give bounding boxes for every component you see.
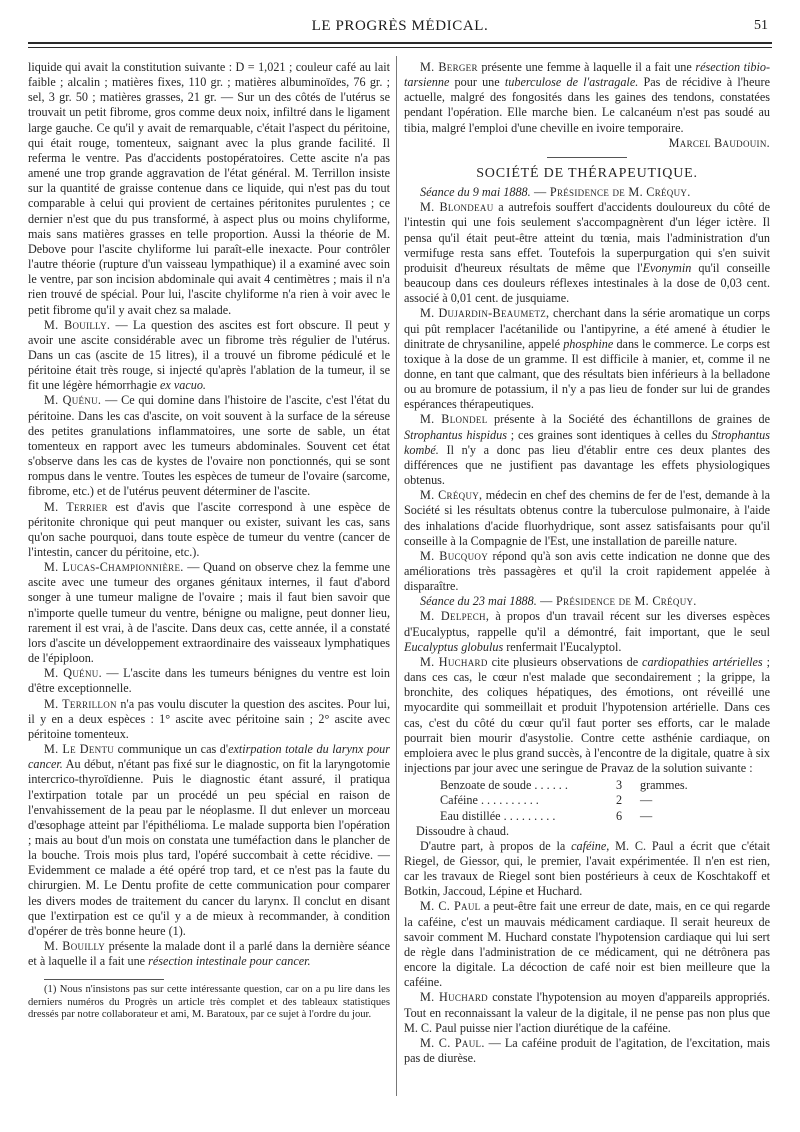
speaker-name: M. Terrier	[44, 499, 108, 514]
paragraph-blondeau: M. Blondeau a autrefois souffert d'accidents douloureux du côté de l'intestin qui une fois seulement s'accompagnèrent d'un léger ictère. Il pensa qu'il était peut-être atteint du tœnia, mais l'administration d'un vermifuge resta sans effet. Toutefois la superpurgation qui s'en suivit produisit d'heureux résultats de même que l'Evonymin qu'il conseille beaucoup dans ces douleurs réflexes intestinales à la dose de 0,03 cent. associé à 0,01 cent. de jusquiame.	[404, 200, 770, 306]
speaker-name: M. Le Dentu	[44, 742, 115, 757]
session-heading-2: Séance du 23 mai 1888. — Présidence de M. Créquy.	[420, 594, 697, 609]
speaker-name: M. C. Paul	[420, 899, 481, 914]
speaker-name: M. Bucquoy	[420, 548, 489, 563]
journal-title: LE PROGRÈS MÉDICAL.	[311, 18, 489, 34]
prescription-line: Benzoate de soude . . . . . . 3 grammes.	[440, 778, 688, 793]
speaker-name: M. Huchard	[420, 654, 488, 669]
prescription-note: Dissoudre à chaud.	[416, 823, 510, 838]
paragraph-terrier: M. Terrier est d'avis que l'ascite correspond à une espèce de péritonite chronique qui peut manquer ou exister, suivant les cas, sans qu'on sache pourquoi, dans toute espèce de tumeur du ventre (cancer de l'intestin, cancer du péritoine, etc.).	[28, 499, 391, 559]
paragraph-bucquoy: M. Bucquoy répond qu'à son avis cette indication ne donne que des améliorations très passagères et qu'il la croit rapidement appelée à disparaître.	[404, 548, 770, 594]
speaker-name: M. Quénu.	[44, 666, 102, 681]
speaker-name: M. Créquy,	[420, 488, 483, 503]
header-rule-thick	[28, 42, 772, 44]
author-signature: Marcel Baudouin.	[668, 135, 770, 150]
paragraph-quenu-2: M. Quénu. — L'ascite dans les tumeurs bénignes du ventre est loin d'être exceptionnelle.	[28, 666, 390, 696]
speaker-name: M. Dujardin-Beaumetz,	[420, 306, 550, 321]
paragraph-c-paul: M. C. Paul a peut-être fait une erreur de date, mais, en ce qui regarde la caféine, c'est un mauvais médicament cardiaque. Il serait heureux de savoir comment M. Huchard constate l'hypotension cardiaque qui lui sert de règle dans l'administration de ce médicament, qui ne détrônera pas encore la digitale. La décoction de café noir est bien meilleure que la caféine.	[404, 899, 770, 990]
speaker-name: M. Blondeau	[420, 200, 494, 215]
speaker-name: M. Huchard	[420, 990, 488, 1005]
speaker-name: M. Blondel	[420, 412, 488, 427]
paragraph-cafeine: D'autre part, à propos de la caféine, M. C. Paul a écrit que c'était Riegel, de Giessor, qui, le premier, l'avait expérimentée. Il n'en est rien, car les travaux de Riegel sont bien postérieurs à ceux de Koschtakoff et Botkin, Jaccoud, Lépine et Huchard.	[404, 838, 771, 899]
speaker-name: M. Quénu.	[44, 393, 102, 408]
prescription-line: Eau distillée . . . . . . . . . 6 —	[440, 808, 653, 823]
paragraph-terrillon-ascite: liquide qui avait la constitution suivante : D = 1,021 ; couleur café au lait faible ; alcalin ; matières fixes, 110 gr. ; matières albuminoïdes, 76 gr. ; sel, 3 gr. 50 ; matières grasses, 21 gr. — Sur un des côtés de l'utérus se trouvait un petit fibrome, gros comme deux noix, infiltré dans le ligament large gauche. Ce qu'il y avait de remarquable, c'était l'aspect du péritoine, qui était rouge, tomenteux, saignant avec la plus grande facilité. Il referma le ventre. Pas d'accidents postopératoires. Cette ascite n'a pas amené une trop grande aggravation de l'état général. M. Terrillon insiste sur la quantité de graisse contenue dans ce liquide, qui n'est pas du tout comparable à celui qui provient de certaines péritonites purulentes ; ce dernier n'est que du pus transformé, à aspect plus ou moins chyliforme, mais sans matières grasses en telle proportion. Aussi la théorie de M. Debove pour l'ascite chyliforme lui paraît-elle inexacte. Pour contrôler l'autre théorie (rupture d'un vaisseau lympathique) il a examiné avec soin le ventre, par son incision abdominale qui avait 4 centimètres ; mais il n'a rien trouvé de spécial. Pour lui, l'ascite chyliforme n'a rien à voir avec le petit fibrome qu'il y avait chez sa malade.	[28, 60, 390, 317]
column-separator	[396, 56, 397, 1096]
footnote: (1) Nous n'insistons pas sur cette intéressante question, car on a pu lire dans les derniers numéros du Progrès un article très complet et des tableaux statistiques dressés par notre collaborateur et ami, M. Baratoux, par ce sujet à l'ordre du jour.	[28, 984, 390, 1020]
prescription-line: Caféine . . . . . . . . . . 2 —	[440, 793, 653, 808]
speaker-name: M. Delpech,	[420, 609, 490, 624]
paragraph-bouilly-2: M. Bouilly présente la malade dont il a parlé dans la dernière séance et à laquelle il a fait une résection intestinale pour cancer.	[28, 939, 390, 969]
footnote-rule	[44, 979, 164, 980]
header-rule-thin	[28, 47, 772, 48]
journal-page	[28, 18, 772, 1118]
speaker-name: M. Bouilly	[44, 939, 106, 954]
speaker-name: M. Lucas-Championnière.	[44, 560, 184, 575]
page-header	[28, 18, 772, 40]
speaker-name: M. Berger	[420, 60, 478, 74]
paragraph-bouilly: M. Bouilly. — La question des ascites est fort obscure. Il peut y avoir une ascite considérable avec un fibrome très régulier de l'utérus. Dans un cas (ascite de 15 litres), il a trouvé un fibrome pédiculé et le péritoine était très rouge, si injecté qu'après l'ablation de la tumeur, il se fit une légère hémorrhagie ex vacuo.	[28, 317, 390, 393]
page-number: 51	[754, 18, 768, 33]
left-column	[28, 60, 390, 1021]
paragraph-c-paul-2: M. C. Paul. — La caféine produit de l'agitation, de l'excitation, mais pas de diurèse.	[404, 1035, 770, 1065]
paragraph-huchard: M. Huchard cite plusieurs observations de cardiopathies artérielles ; dans ces cas, le cœur n'est malade que secondairement ; la grippe, la bronchite, des coliques hépatiques, des émotions, ont réveillé une myocardite qui sommeillait et produit l'hypotension artérielle. Dans ces cas, c'est du côté du cœur qu'il faut porter ses efforts, car le malade pourrait bien mourir d'asystolie. Contre cette asthénie cardiaque, on emploiera avec le plus grand succès, à l'encontre de la digitale, quatre à six injections par jour avec une seringue de Pravaz de la solution suivante :	[404, 654, 770, 776]
session-heading-1: Séance du 9 mai 1888. — Présidence de M. Créquy.	[420, 185, 691, 200]
paragraph-terrillon: M. Terrillon n'a pas voulu discuter la question des ascites. Pour lui, il y en a deux espèces : 1° ascite avec péritoine sain ; 2° ascite avec péritoine tomenteux.	[28, 696, 390, 741]
paragraph-quenu: M. Quénu. — Ce qui domine dans l'histoire de l'ascite, c'est l'état du péritoine. Dans les cas d'ascite, on voit souvent à la surface de la séreuse des petites granulations inflammatoires, une sorte de sable, un état tomenteux en rapport avec les tumeurs abdominales. Souvent cet état s'observe dans les cas de kystes de l'ovaire non ponctionnés, qui se sont rompus dans le ventre. Toutes les espèces de tumeur de l'ovaire (sarcome, fibrome, etc.) et de l'utérus peuvent déterminer de l'ascite.	[28, 393, 390, 499]
paragraph-crequy: M. Créquy, médecin en chef des chemins de fer de l'est, demande à la Société si les résultats obtenus contre la tuberculose pulmonaire, à l'aide des inhalations d'acide fluorhydrique, sont assez satisfaisants pour qu'il conseille à la Compagnie de l'Est, une installation de pareille nature.	[404, 488, 770, 548]
speaker-name: M. Bouilly.	[44, 317, 111, 332]
paragraph-huchard-2: M. Huchard constate l'hypotension au moyen d'appareils appropriés. Tout en reconnaissant la valeur de la digitale, il ne pense pas non plus que M. C. Paul puisse nier l'action diurétique de la caféine.	[404, 990, 770, 1035]
speaker-name: M. Terrillon	[44, 696, 117, 711]
prescription	[404, 778, 770, 839]
paragraph-delpech: M. Delpech, à propos d'un travail récent sur les diverses espèces d'Eucalyptus, rappelle qu'il a démontré, fait important, que le seul Eucalyptus globulus renfermait l'Eucalyptol.	[404, 609, 770, 654]
paragraph-berger: M. Berger présente une femme à laquelle il a fait une résection tibio-tarsienne pour une tuberculose de l'astragale. Pas de récidive à l'heure actuelle, malgré des fongosités dans les gaines des tendons, constatées pendant l'opération. Elle marche bien. Le calcanéum n'est pas soudé au tibia, malgré l'emploi d'une cheville en ivoire temporaire.	[404, 60, 771, 135]
speaker-name: M. C. Paul.	[420, 1035, 485, 1050]
paragraph-blondel: M. Blondel présente à la Société des échantillons de graines de Strophantus hispidus ; ces graines sont identiques à celles du Strophantus kombé. Il n'y a donc pas lieu d'établir entre ces deux plantes des différences que ne justifient pas davantage les effets physiologiques obtenus.	[404, 412, 770, 488]
paragraph-lucas-championniere: M. Lucas-Championnière. — Quand on observe chez la femme une ascite avec une tumeur des organes génitaux internes, il faut d'abord songer à une tumeur maligne de l'ovaire ; mais il faut bien savoir que n'importe quelle tumeur du ventre, bénigne ou maligne, peut donner lieu, rarement il est vrai, à de l'ascite. Dans deux cas, cette année, il a constaté lors d'ascite un développement extraordinaire des vaisseaux lymphatiques de l'épiploon.	[28, 560, 390, 666]
right-column	[404, 60, 770, 1066]
section-title: SOCIÉTÉ DE THÉRAPEUTIQUE.	[404, 157, 770, 181]
paragraph-dujardin-beaumetz: M. Dujardin-Beaumetz, cherchant dans la série aromatique un corps qui pût remplacer l'acétanilide ou l'antipyrine, a été amené à étudier le dinitrate de chrysaniline, appelé phosphine dans le commerce. Le corps est toxique à la dose de un gramme. Il est difficile à manier, et, comme il ne donne, en tant que calmant, que des résultats bien inférieurs à la belladone ou au bromure de potassium, il n'y a pas lieu de fonder sur lui de grandes espérances thérapeutiques.	[404, 306, 770, 412]
paragraph-le-dentu: M. Le Dentu communique un cas d'extirpation totale du larynx pour cancer. Au début, n'étant pas fixé sur le diagnostic, on fit la laryngotomie intercrico-thyroïdienne. Puis le diagnostic étant assuré, il pratiqua l'extirpation totale par un procédé un peu spécial en raison de l'envahissement de la peau par le néoplasme. Il dut enlever un morceau d'œsophage atteint par l'épithélioma. Le malade supporta bien l'opération ; mais au bout d'un mois on constata une tuméfaction dans le plancher de la bouche. Trois mois plus tard, l'opéré succombait à cette récidive. — Evidemment ce malade a été opéré trop tard, et ce n'est pas la faute du chirurgien. M. Le Dentu profite de cette communication pour comparer les divers modes de traitement du cancer du larynx. Il conclut en disant que l'extirpation est ce qu'il y a de mieux à recommander, à condition d'opérer de très bonne heure (1).	[28, 742, 390, 938]
